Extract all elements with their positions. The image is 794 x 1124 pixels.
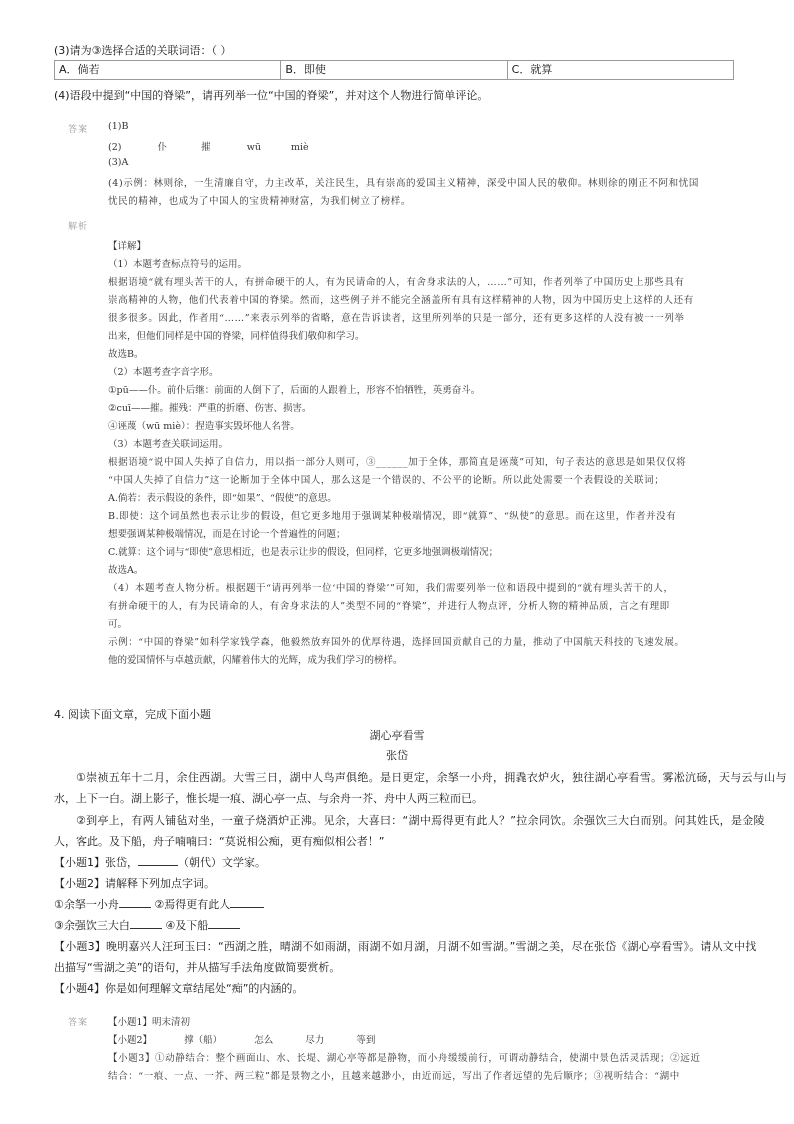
passage-para1-line1: ①崇祯五年十二月，余住西湖。大雪三日，湖中人鸟声俱绝。是日更定，余拏一小舟，拥毳衣炉火，独往湖心亭看雪。雾凇沆砀，天与云与山与 xyxy=(76,771,787,784)
passage-para2-line2: 人，客此。及下船，舟子喃喃曰：“莫说相公痴，更有痴似相公者！” xyxy=(54,835,385,848)
q-next-heading: 4. 阅读下面文章，完成下面小题 xyxy=(54,708,211,721)
q3-options-table xyxy=(54,60,734,80)
word-1: 撑（船） xyxy=(184,1035,223,1046)
answer-blank[interactable] xyxy=(230,897,264,908)
answer2-line-2: 【小题2】 撑（船） 怎么 尽力 等到 xyxy=(108,1035,376,1046)
analysis-line: 很多很多。因此，作者用“……”来表示列举的省略，意在告诉读者，这里所列举的只是一部分，还有更多这样的人没有被一一列举 xyxy=(108,313,685,324)
analysis-line: 他的爱国情怀与卓越贡献，闪耀着伟大的光辉，成为我们学习的榜样。 xyxy=(108,655,403,666)
analysis-line: 可。 xyxy=(108,619,128,630)
sub-question-4: 【小题4】你是如何理解文章结尾处“痴”的内涵的。 xyxy=(54,982,304,995)
option-b[interactable]: B．即使 xyxy=(281,61,507,79)
analysis-line: ④诬蔑（wū miè）：捏造事实毁坏他人名誉。 xyxy=(108,421,300,432)
q4-prompt: (4)语段中提到“中国的脊梁”，请再列举一位“中国的脊梁”，并对这个人物进行简单评论。 xyxy=(54,89,489,102)
sub-question-1: 【小题1】张岱， （朝代）文学家。 xyxy=(54,856,266,869)
answer-blank[interactable] xyxy=(130,918,162,929)
analysis-line: “中国人失掉了自信力”这一论断加于全体中国人，那么这是一个错误的、不公平的论断。所以此处需要一个表假设的关联词； xyxy=(108,475,665,486)
pinyin-4: miè xyxy=(291,142,309,153)
word-3: 尽力 xyxy=(305,1035,325,1046)
analysis-line: （2）本题考查字音字形。 xyxy=(108,367,219,378)
answer-line-1: (1)B xyxy=(108,121,129,132)
analysis-line: 示例：“中国的脊梁”如科学家钱学森，他毅然放弃国外的优厚待遇，选择回国贡献自己的力量，推动了中国航天科技的飞速发展。 xyxy=(108,637,685,648)
answer-label-2: 答案 xyxy=(68,1018,89,1028)
analysis-line: 根据语境“说中国人失掉了自信力，用以指一部分人则可，③______加于全体，那简直是诬蔑”可知，句子表达的意思是如果仅仅将 xyxy=(108,457,687,468)
passage-author: 张岱 xyxy=(386,749,408,762)
q3-prompt: (3)请为③选择合适的关联词语：（ ） xyxy=(54,44,232,57)
word-4: 等到 xyxy=(356,1035,376,1046)
analysis-line: （3）本题考查关联词运用。 xyxy=(108,439,229,450)
answer-blank[interactable] xyxy=(138,855,178,866)
passage-title: 湖心亭看雪 xyxy=(369,729,425,742)
passage-para2-line1: ②到亭上，有两人铺毡对坐，一童子烧酒炉正沸。见余，大喜曰：“湖中焉得更有此人？”拉余同饮。余强饮三大白而别。问其姓氏，是金陵 xyxy=(76,814,765,827)
sub-question-2-items-b: ③余强饮三大白 ④及下船 xyxy=(54,917,240,933)
analysis-line: B.即使：这个词虽然也表示让步的假设，但它更多地用于强调某种极端情况，即“就算”、“纵使”的意思。而在这里，作者并没有 xyxy=(108,511,677,522)
sub-question-3-line1: 【小题3】晚明嘉兴人汪珂玉曰：“西湖之胜，晴湖不如雨湖，雨湖不如月湖，月湖不如雪湖。”雪湖之美，尽在张岱《湖心亭看雪》。请从文中找 xyxy=(54,940,757,953)
pinyin-1: 仆 xyxy=(157,142,168,153)
analysis-line: 故选B。 xyxy=(108,349,144,360)
analysis-line: ②cuī——摧。摧残：严重的折磨、伤害、损害。 xyxy=(108,403,312,414)
option-c[interactable]: C．就算 xyxy=(511,63,553,76)
analysis-line: ①pū——仆。前仆后继：前面的人倒下了，后面的人跟着上，形容不怕牺牲，英勇奋斗。 xyxy=(108,385,481,396)
analysis-line: 故选A。 xyxy=(108,565,144,576)
option-a[interactable]: A．倘若 xyxy=(55,61,281,79)
analysis-label: 解析 xyxy=(68,222,89,232)
sub-question-2: 【小题2】请解释下列加点字词。 xyxy=(54,877,215,890)
answer-line-2: (2) 仆 摧 wū miè xyxy=(108,142,309,153)
word-2: 怎么 xyxy=(254,1035,274,1046)
analysis-line: 【详解】 xyxy=(108,241,147,252)
analysis-line: 根据语境“就有埋头苦干的人，有拼命硬干的人，有为民请命的人，有舍身求法的人，……”可知，作者列举了中国历史上那些具有 xyxy=(108,277,685,288)
analysis-line: 出来，但他们同样是中国的脊梁，同样值得我们敬仰和学习。 xyxy=(108,331,365,342)
answer-line-4: (4)示例：林则徐，一生清廉自守，力主改革，关注民生，具有崇高的爱国主义精神，深受中国人民的敬仰。林则徐的刚正不阿和忧国 xyxy=(108,178,699,189)
answer-blank[interactable] xyxy=(208,918,240,929)
answer-label: 答案 xyxy=(68,125,89,135)
pinyin-3: wū xyxy=(246,142,261,153)
pinyin-2: 摧 xyxy=(201,142,211,153)
answer-line-5: 忧民的精神，也成为了中国人的宝贵精神财富，为我们树立了榜样。 xyxy=(108,196,412,207)
passage-para1-line2: 水，上下一白。湖上影子，惟长堤一痕、湖心亭一点、与余舟一芥、舟中人两三粒而已。 xyxy=(54,792,483,805)
answer-blank[interactable] xyxy=(119,897,151,908)
analysis-line: C.就算：这个词与“即使”意思相近，也是表示让步的假设，但同样，它更多地强调极端情况； xyxy=(108,547,499,558)
analysis-line: 崇高精神的人物，他们代表着中国的脊梁。然而，这些例子并不能完全涵盖所有具有这样精神的人物，因为中国历史上这样的人还有 xyxy=(108,295,694,306)
answer2-line-4: 结合：“一痕、一点、一芥、两三粒”都是景物之小，且越来越渺小，由近而远，写出了作者远望的先后顺序；③视听结合：“湖中 xyxy=(108,1071,680,1082)
analysis-line: A.倘若：表示假设的条件，即“如果”、“假使”的意思。 xyxy=(108,493,337,504)
answer2-line-1: 【小题1】明末清初 xyxy=(108,1017,191,1028)
analysis-line: 想要强调某种极端情况，而是在讨论一个普遍性的问题； xyxy=(108,529,346,540)
analysis-line: 有拼命硬干的人，有为民请命的人，有舍身求法的人”类型不同的“脊梁”，并进行人物点评，分析人物的精神品质，言之有理即 xyxy=(108,601,670,612)
sub-question-2-items-a: ①余拏一小舟 ②焉得更有此人 xyxy=(54,896,264,912)
analysis-line: （4）本题考查人物分析。根据题干“请再列举一位‘中国的脊梁’”可知，我们需要列举一位和语段中提到的“就有埋头苦干的人， xyxy=(108,583,674,594)
answer2-line-3: 【小题3】①动静结合：整个画面山、水、长堤、湖心亭等都是静物，而小舟缓缓前行，可谓动静结合，使湖中景色活灵活现；②远近 xyxy=(108,1053,701,1064)
answer-line-3: (3)A xyxy=(108,157,129,168)
sub-question-3-line2: 出描写“雪湖之美”的语句，并从描写手法角度做简要赏析。 xyxy=(54,961,341,974)
analysis-line: （1）本题考查标点符号的运用。 xyxy=(108,259,248,270)
